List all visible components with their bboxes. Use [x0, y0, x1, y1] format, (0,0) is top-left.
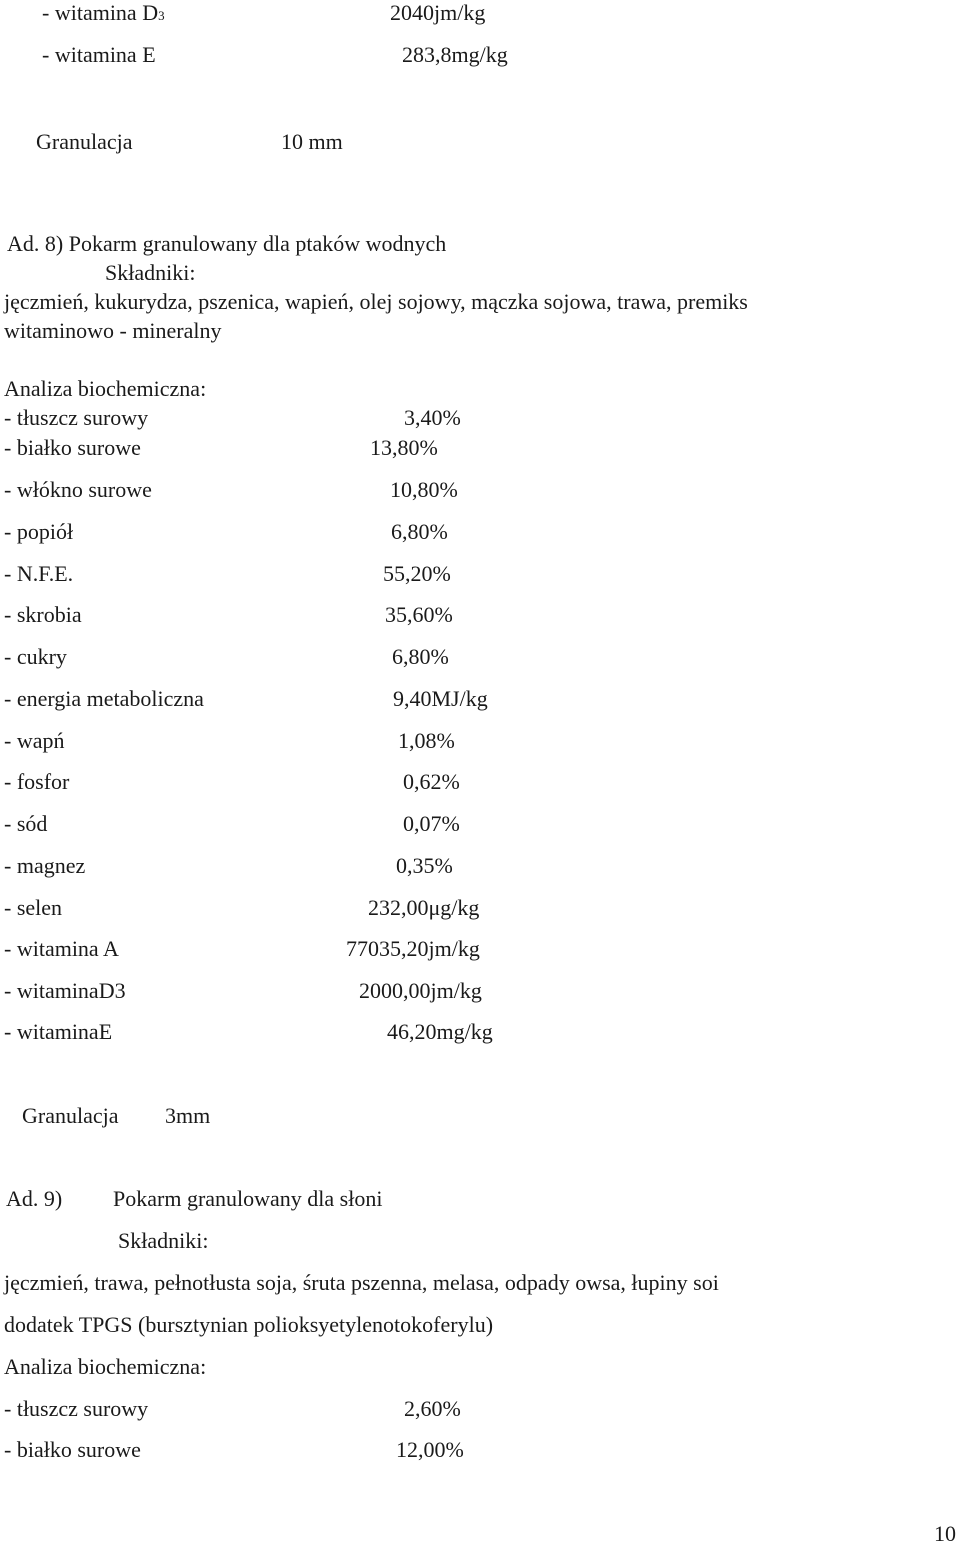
section-9-number: Ad. 9) — [6, 1186, 63, 1211]
analysis-row-label: - popiół — [4, 519, 74, 544]
section-9-ingredients-line1: jęczmień, trawa, pełnotłusta soja, śruta pszenna, melasa, odpady owsa, łupiny soi — [4, 1270, 719, 1295]
granulacja-label: Granulacja — [36, 129, 133, 154]
analysis-row-value: 12,00% — [396, 1437, 464, 1462]
section-8-granulacja-value: 3mm — [165, 1103, 211, 1128]
analysis-row-value: 6,80% — [392, 644, 449, 669]
analysis-row-label: - magnez — [4, 853, 86, 878]
analysis-row-label: - cukry — [4, 644, 67, 669]
section-9-analysis-label: Analiza biochemiczna: — [4, 1354, 207, 1379]
analysis-row-value: 35,60% — [385, 602, 453, 627]
vitamin-d3-label: - witamina D3 — [42, 0, 165, 25]
analysis-row-label: - wapń — [4, 728, 65, 753]
analysis-row-label: - tłuszcz surowy — [4, 1396, 149, 1421]
section-8-granulacja-label: Granulacja — [22, 1103, 119, 1128]
granulacja-value: 10 mm — [281, 129, 343, 154]
section-9-title: Pokarm granulowany dla słoni — [113, 1186, 383, 1211]
analysis-row-value: 13,80% — [370, 435, 438, 460]
analysis-row-value: 55,20% — [383, 561, 451, 586]
section-8-analysis-label: Analiza biochemiczna: — [4, 376, 207, 401]
analysis-row-label: - N.F.E. — [4, 561, 74, 586]
analysis-row-value: 10,80% — [390, 477, 458, 502]
analysis-row-value: 77035,20jm/kg — [346, 936, 480, 961]
section-8-heading: Ad. 8) Pokarm granulowany dla ptaków wodnych — [7, 231, 447, 256]
section-8-ingredients-line1: jęczmień, kukurydza, pszenica, wapień, olej sojowy, mączka sojowa, trawa, premiks — [4, 289, 748, 314]
analysis-row-value: 232,00μg/kg — [368, 895, 480, 920]
analysis-row-value: 46,20mg/kg — [387, 1019, 493, 1044]
analysis-row-label: - fosfor — [4, 769, 70, 794]
section-8-skladniki-label: Składniki: — [105, 260, 196, 285]
analysis-row-label: - witaminaD3 — [4, 978, 126, 1003]
page-number: 10 — [934, 1521, 956, 1546]
analysis-row-label: - włókno surowe — [4, 477, 152, 502]
vitamin-e-label: - witamina E — [42, 42, 156, 67]
analysis-row-label: - witamina A — [4, 936, 119, 961]
analysis-row-value: 0,35% — [396, 853, 453, 878]
analysis-row-value: 6,80% — [391, 519, 448, 544]
analysis-row-label: - białko surowe — [4, 1437, 141, 1462]
analysis-row-label: - selen — [4, 895, 63, 920]
analysis-row-value: 3,40% — [404, 405, 461, 430]
analysis-row-value: 0,62% — [403, 769, 460, 794]
analysis-row-value: 2000,00jm/kg — [359, 978, 482, 1003]
analysis-row-label: - witaminaE — [4, 1019, 113, 1044]
analysis-row-value: 9,40MJ/kg — [393, 686, 488, 711]
analysis-row-label: - skrobia — [4, 602, 82, 627]
analysis-row-label: - białko surowe — [4, 435, 141, 460]
analysis-row-label: - tłuszcz surowy — [4, 405, 149, 430]
analysis-row-value: 0,07% — [403, 811, 460, 836]
vitamin-e-value: 283,8mg/kg — [402, 42, 508, 67]
section-9-ingredients-line2: dodatek TPGS (bursztynian polioksyetylenotokoferylu) — [4, 1312, 494, 1337]
analysis-row-label: - energia metaboliczna — [4, 686, 204, 711]
vitamin-d3-value: 2040jm/kg — [390, 0, 486, 25]
analysis-row-value: 2,60% — [404, 1396, 461, 1421]
analysis-row-label: - sód — [4, 811, 48, 836]
analysis-row-value: 1,08% — [398, 728, 455, 753]
section-9-skladniki-label: Składniki: — [118, 1228, 209, 1253]
section-8-ingredients-line2: witaminowo - mineralny — [4, 318, 222, 343]
